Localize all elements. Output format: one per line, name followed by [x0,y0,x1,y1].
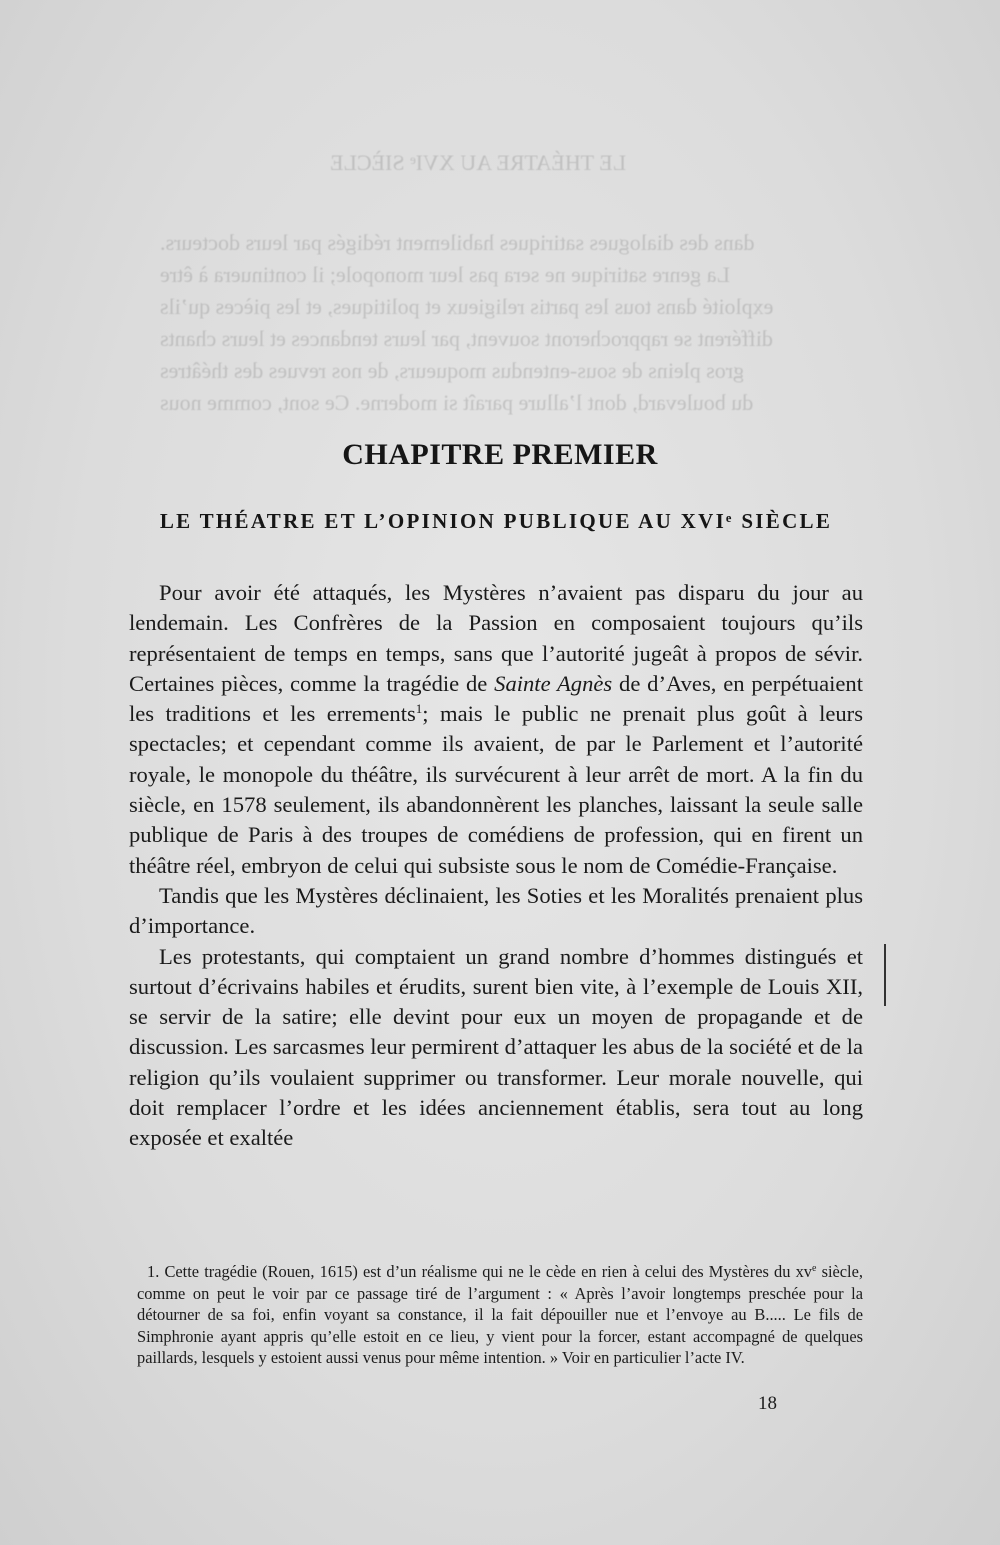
show-through-bleed: exploité dans tous les partis religieux et politiques, et les pièces qu’ils [160,294,774,319]
play-title: Sainte Agnès [494,670,613,696]
footnote-paragraph [137,1261,863,1369]
paragraph [129,578,863,881]
show-through-bleed: gros pleins de sous-entendus moqueurs, de nos revues des théâtres [160,358,745,383]
footnote-number: 1. [147,1262,160,1281]
show-through-bleed: dans des dialogues satiriques habilement rédigés par leurs docteurs. [160,230,755,255]
body-text [129,578,863,1154]
paragraph-text: ; mais le public ne prenait plus goût à leurs spectacles; et cependant comme ils avaient, de par le Parlement et l’autorité royale, le monopole du théâtre, ils survécurent à leur arrêt de mort. A la fin du siècle, en 1578 seulement, ils abandonnèrent les planches, laissant la seule salle publique de Paris à des troupes de comédiens de profession, qui en firent un théâtre réel, embryon de celui qui subsiste sous le nom de Comédie-Française. [129,701,864,878]
paragraph-text: Pour avoir été attaqués, les Mystères n’avaient pas disparu du jour au lendemain. Les Confrères de la Passion en composaient toujours qu’ils représentaient de temps en temps, sans que l’autorité jugeât à propos de sévir. Certaines pièces, comme la tragédie de [129,580,863,696]
footnote-text: siècle, comme on peut le voir par ce passage tiré de l’argument : « Après l’avoir longtemps preschée pour la détourner de sa foi, enfin voyant sa constance, il la fait dépouiller nue et l’envoye au B..... Le fils de Simphronie ayant appris qu’elle estoit en ce lieu, y vient pour la forcer, estant accompagné de quelques paillards, lesquels y estoient aussi venus pour même intention. » Voir en particulier l’acte IV. [137,1262,863,1367]
show-through-bleed: La genre satirique ne sera pas leur monopole; il continuera à être [160,262,730,287]
show-through-bleed: différent se rapprocheront souvent, par leurs tendances et leurs chants [160,326,773,351]
footnote-ref: 1 [415,701,423,717]
footnote [137,1261,863,1369]
section-title: LE THÉATRE ET L’OPINION PUBLIQUE AU XVIᵉ SIÈCLE [159,509,833,534]
margin-mark [884,944,886,1006]
show-through-bleed: LE THÉATRE AU XVIᵉ SIÈCLE [330,150,627,175]
paragraph: Tandis que les Mystères déclinaient, les Soties et les Moralités prenaient plus d’importance. [129,882,863,939]
footnote-superscript: e [811,1263,817,1274]
page-number: 18 [758,1393,777,1414]
show-through-bleed: du boulevard, dont l’allure paraît si moderne. Ce sont, comme nous [160,390,754,415]
paragraph: Les protestants, qui comptaient un grand nombre d’hommes distingués et surtout d’écrivains habiles et érudits, surent bien vite, à l’exemple de Louis XII, se servir de la satire; elle devint pour eux un moyen de propagande et de discussion. Les sarcasmes leur permirent d’attaquer les abus de la société et de la religion qu’ils voulaient supprimer ou transformer. Leur morale nouvelle, qui doit remplacer l’ordre et les idées anciennement établis, sera tout au long exposée et exaltée [129,943,863,1151]
chapter-title: CHAPITRE PREMIER [342,438,658,472]
paragraph-text: de d’Aves, en perpétuaient les traditions et les errements [129,670,863,727]
footnote-text: Cette tragédie (Rouen, 1615) est d’un réalisme qui ne le cède en rien à celui des Mystères du xv [164,1262,812,1281]
